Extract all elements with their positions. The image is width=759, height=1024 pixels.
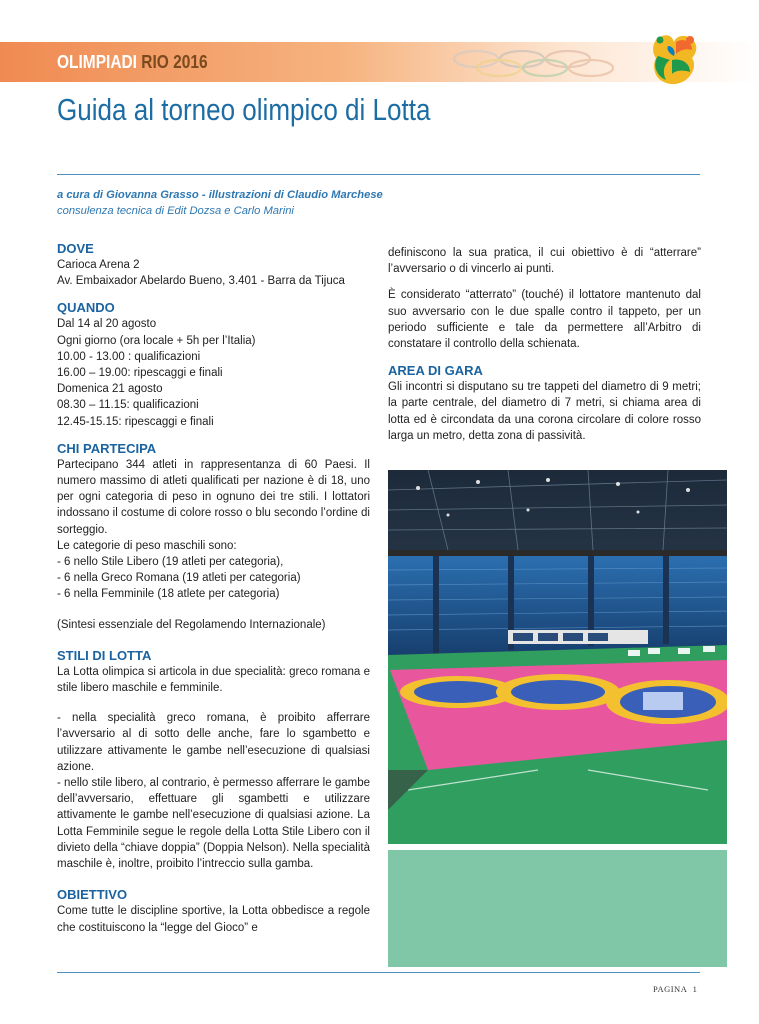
arena-photo <box>388 470 727 844</box>
quando-line: Domenica 21 agosto <box>57 383 163 396</box>
categories-line: Le categorie di peso maschili sono: <box>57 539 237 552</box>
heading-area-gara: AREA DI GARA <box>388 363 483 379</box>
right-column <box>388 245 701 444</box>
heading-dove: DOVE <box>57 241 94 256</box>
heading-quando: QUANDO <box>57 300 115 316</box>
credits-authors: a cura di Giovanna Grasso - illustrazioni di Claudio Marchese <box>57 189 383 201</box>
divider-bottom <box>57 972 700 973</box>
credits <box>57 187 383 219</box>
header-brand <box>57 52 208 73</box>
heading-stili: STILI DI LOTTA <box>57 647 152 663</box>
quando-line: 08.30 – 11.15: qualificazioni <box>57 399 199 412</box>
dove-line: Av. Embaixador Abelardo Bueno, 3.401 - Barra da Tijuca <box>57 275 345 288</box>
categories-line: - 6 nella Greco Romana (19 atleti per categoria) <box>57 572 301 585</box>
chi-partecipa-paragraph: Partecipano 344 atleti in rappresentanza di 60 Paesi. Il numero massimo di atleti qualificati per nazione è di 18, uno per ogni categoria di peso in ognuno dei tre stili. I lottatori indossano il costume di colore rosso o blu secondo l’ordine di sorteggio. <box>57 458 370 536</box>
brand-word-rio: RIO 2016 <box>141 52 208 72</box>
heading-chi-partecipa: CHI PARTECIPA <box>57 440 157 456</box>
brand-word-olimpiadi: OLIMPIADI <box>57 52 137 72</box>
quando-line: Dal 14 al 20 agosto <box>57 318 157 331</box>
obiettivo-start: Come tutte le discipline sportive, la Lotta obbedisce a regole che costituiscono la “legge del Gioco” e <box>57 905 370 934</box>
rio-2016-logo-icon <box>646 28 706 90</box>
page-number: 1 <box>692 984 698 994</box>
area-gara-text: Gli incontri si disputano su tre tappeti del diametro di 9 metri; la parte centrale, del diametro di 7 metri, si chiama area di lotta ed è circondata da una corona circolare di colore rosso larga un metro, detta zona di passività. <box>388 381 701 442</box>
credits-consultants: consulenza tecnica di Edit Dozsa e Carlo Marini <box>57 205 294 217</box>
page-title: Guida al torneo olimpico di Lotta <box>57 92 431 127</box>
page-footer <box>653 984 697 994</box>
decorative-green-panel <box>388 850 727 967</box>
stili-greco: - nella specialità greco romana, è proibito afferrare l’avversario al di sotto delle anche, fare lo sgambetto e utilizzare attivamente le gambe nell’esecuzione di qualsiasi azione. <box>57 712 370 773</box>
stili-intro: La Lotta olimpica si articola in due specialità: greco romana e stile libero maschile e femminile. <box>57 665 370 695</box>
quando-line: 12.45-15.15: ripescaggi e finali <box>57 415 214 428</box>
categories-line: - 6 nella Femminile (18 atlete per categoria) <box>57 588 280 601</box>
categories-line: - 6 nello Stile Libero (19 atleti per categoria), <box>57 556 284 569</box>
page-label: PAGINA <box>653 984 688 994</box>
obiettivo-continued: definiscono la sua pratica, il cui obiettivo è di “atterrare” l’avversario o di vincerlo ai punti. <box>388 247 701 276</box>
dove-line: Carioca Arena 2 <box>57 259 140 271</box>
quando-line: 10.00 - 13.00 : qualificazioni <box>57 350 201 363</box>
atterrato-paragraph: È considerato “atterrato” (touché) il lottatore mantenuto dal suo avversario con le due spalle contro il tappeto, per un periodo sufficiente e tale da permettere all’Arbitro di constatare il controllo della schienata. <box>388 289 701 351</box>
quando-line: Ogni giorno (ora locale + 5h per l’Italia) <box>57 334 256 347</box>
heading-obiettivo: OBIETTIVO <box>57 887 128 903</box>
stili-libero: - nello stile libero, al contrario, è permesso afferrare le gambe dell’avversario, effettuare gli sgambetti e utilizzare attivamente le gambe nell’esecuzione di qualsiasi azione. La Lotta Femminile segue le regole della Lotta Stile Libero con il divieto della “chiave doppia” (Doppia Nelson). Nella specialità maschile è, inoltre, proibito l’intreccio sulla gamba. <box>57 777 370 871</box>
left-column <box>57 240 370 936</box>
quando-line: 16.00 – 19.00: ripescaggi e finali <box>57 367 223 380</box>
olympic-rings-icon <box>448 46 648 80</box>
regulation-note: (Sintesi essenziale del Regolamendo Internazionale) <box>57 618 326 631</box>
divider-top <box>57 174 700 175</box>
